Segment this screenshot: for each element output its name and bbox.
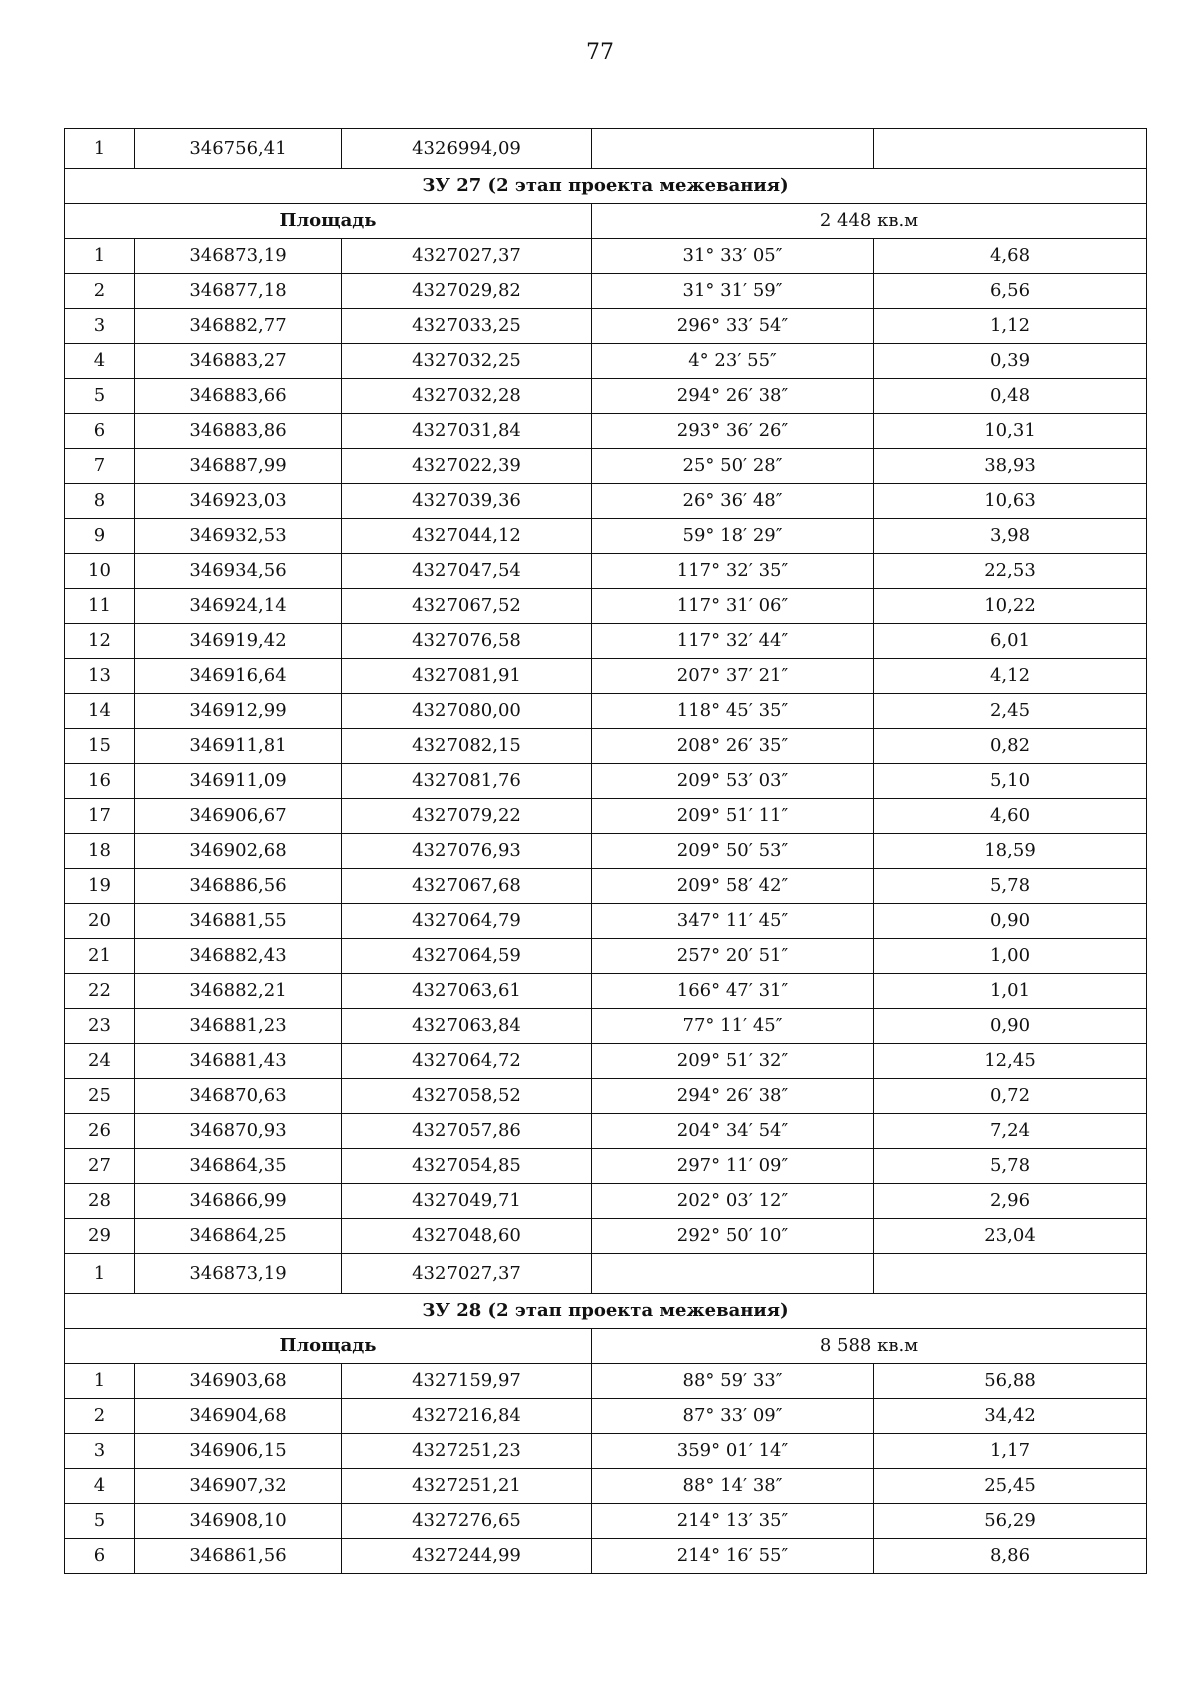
y-coordinate-cell: 4327067,52	[342, 589, 592, 624]
x-coordinate-cell: 346904,68	[135, 1399, 342, 1434]
segment-length-cell: 0,90	[874, 1009, 1147, 1044]
y-coordinate-cell: 4327064,72	[342, 1044, 592, 1079]
area-label: Площадь	[65, 204, 592, 239]
segment-length-cell: 2,45	[874, 694, 1147, 729]
point-number-cell: 10	[65, 554, 135, 589]
direction-angle-cell: 257° 20′ 51″	[592, 939, 874, 974]
x-coordinate-cell: 346883,27	[135, 344, 342, 379]
direction-angle-cell: 209° 50′ 53″	[592, 834, 874, 869]
direction-angle-cell: 25° 50′ 28″	[592, 449, 874, 484]
page-number: 77	[586, 40, 614, 65]
direction-angle-cell: 209° 51′ 32″	[592, 1044, 874, 1079]
segment-length-cell: 22,53	[874, 554, 1147, 589]
x-coordinate-cell: 346911,09	[135, 764, 342, 799]
direction-angle-cell: 117° 32′ 35″	[592, 554, 874, 589]
direction-angle-cell: 297° 11′ 09″	[592, 1149, 874, 1184]
x-coordinate-cell: 346924,14	[135, 589, 342, 624]
point-number-cell: 1	[65, 1254, 135, 1294]
table-row	[65, 1539, 1147, 1574]
table-row	[65, 1469, 1147, 1504]
x-coordinate-cell: 346882,43	[135, 939, 342, 974]
x-coordinate-cell: 346934,56	[135, 554, 342, 589]
table-row	[65, 939, 1147, 974]
direction-angle-cell: 77° 11′ 45″	[592, 1009, 874, 1044]
y-coordinate-cell: 4327063,84	[342, 1009, 592, 1044]
point-number-cell: 17	[65, 799, 135, 834]
segment-length-cell: 34,42	[874, 1399, 1147, 1434]
coordinates-table	[64, 128, 1147, 1574]
table-row	[65, 1184, 1147, 1219]
x-coordinate-cell: 346881,43	[135, 1044, 342, 1079]
y-coordinate-cell: 4327159,97	[342, 1364, 592, 1399]
point-number-cell: 13	[65, 659, 135, 694]
table-row	[65, 764, 1147, 799]
point-number-cell: 6	[65, 1539, 135, 1574]
y-coordinate-cell: 4327058,52	[342, 1079, 592, 1114]
direction-angle-cell: 117° 31′ 06″	[592, 589, 874, 624]
y-coordinate-cell: 4327057,86	[342, 1114, 592, 1149]
x-coordinate-cell: 346912,99	[135, 694, 342, 729]
table-row	[65, 1009, 1147, 1044]
y-coordinate-cell: 4327027,37	[342, 1254, 592, 1294]
direction-angle-cell: 296° 33′ 54″	[592, 309, 874, 344]
point-number-cell: 5	[65, 1504, 135, 1539]
segment-length-cell: 0,72	[874, 1079, 1147, 1114]
table-row	[65, 624, 1147, 659]
y-coordinate-cell: 4327032,28	[342, 379, 592, 414]
direction-angle-cell: 26° 36′ 48″	[592, 484, 874, 519]
table-row	[65, 834, 1147, 869]
table-row	[65, 729, 1147, 764]
direction-angle-cell	[592, 1254, 874, 1294]
segment-length-cell: 38,93	[874, 449, 1147, 484]
y-coordinate-cell: 4327027,37	[342, 239, 592, 274]
direction-angle-cell: 294° 26′ 38″	[592, 379, 874, 414]
x-coordinate-cell: 346911,81	[135, 729, 342, 764]
segment-length-cell: 3,98	[874, 519, 1147, 554]
direction-angle-cell: 292° 50′ 10″	[592, 1219, 874, 1254]
table-row	[65, 1079, 1147, 1114]
table-row	[65, 129, 1147, 169]
y-coordinate-cell: 4326994,09	[342, 129, 592, 169]
point-number-cell: 6	[65, 414, 135, 449]
direction-angle-cell: 214° 13′ 35″	[592, 1504, 874, 1539]
segment-length-cell	[874, 1254, 1147, 1294]
y-coordinate-cell: 4327033,25	[342, 309, 592, 344]
segment-length-cell: 0,39	[874, 344, 1147, 379]
segment-length-cell: 1,01	[874, 974, 1147, 1009]
point-number-cell: 21	[65, 939, 135, 974]
table-row	[65, 274, 1147, 309]
x-coordinate-cell: 346877,18	[135, 274, 342, 309]
table-row	[65, 1044, 1147, 1079]
point-number-cell: 7	[65, 449, 135, 484]
table-row	[65, 589, 1147, 624]
point-number-cell: 2	[65, 274, 135, 309]
segment-length-cell: 0,90	[874, 904, 1147, 939]
point-number-cell: 19	[65, 869, 135, 904]
x-coordinate-cell: 346903,68	[135, 1364, 342, 1399]
y-coordinate-cell: 4327082,15	[342, 729, 592, 764]
y-coordinate-cell: 4327067,68	[342, 869, 592, 904]
table-row	[65, 1399, 1147, 1434]
y-coordinate-cell: 4327251,21	[342, 1469, 592, 1504]
x-coordinate-cell: 346916,64	[135, 659, 342, 694]
direction-angle-cell: 294° 26′ 38″	[592, 1079, 874, 1114]
segment-length-cell: 1,12	[874, 309, 1147, 344]
y-coordinate-cell: 4327244,99	[342, 1539, 592, 1574]
area-value: 8 588 кв.м	[592, 1329, 1147, 1364]
x-coordinate-cell: 346873,19	[135, 1254, 342, 1294]
segment-length-cell: 0,82	[874, 729, 1147, 764]
coordinates-table-body	[65, 129, 1147, 1574]
segment-length-cell: 5,78	[874, 1149, 1147, 1184]
x-coordinate-cell: 346864,35	[135, 1149, 342, 1184]
table-row	[65, 904, 1147, 939]
direction-angle-cell: 88° 59′ 33″	[592, 1364, 874, 1399]
x-coordinate-cell: 346919,42	[135, 624, 342, 659]
point-number-cell: 1	[65, 129, 135, 169]
direction-angle-cell: 4° 23′ 55″	[592, 344, 874, 379]
segment-length-cell: 8,86	[874, 1539, 1147, 1574]
point-number-cell: 23	[65, 1009, 135, 1044]
x-coordinate-cell: 346864,25	[135, 1219, 342, 1254]
point-number-cell: 15	[65, 729, 135, 764]
point-number-cell: 14	[65, 694, 135, 729]
point-number-cell: 1	[65, 239, 135, 274]
point-number-cell: 18	[65, 834, 135, 869]
area-label: Площадь	[65, 1329, 592, 1364]
x-coordinate-cell: 346883,86	[135, 414, 342, 449]
point-number-cell: 20	[65, 904, 135, 939]
point-number-cell: 12	[65, 624, 135, 659]
table-row	[65, 1364, 1147, 1399]
point-number-cell: 28	[65, 1184, 135, 1219]
table-row	[65, 519, 1147, 554]
table-row	[65, 869, 1147, 904]
x-coordinate-cell: 346902,68	[135, 834, 342, 869]
direction-angle-cell: 208° 26′ 35″	[592, 729, 874, 764]
y-coordinate-cell: 4327063,61	[342, 974, 592, 1009]
point-number-cell: 2	[65, 1399, 135, 1434]
segment-length-cell: 4,12	[874, 659, 1147, 694]
direction-angle-cell: 31° 33′ 05″	[592, 239, 874, 274]
segment-length-cell: 4,60	[874, 799, 1147, 834]
direction-angle-cell: 207° 37′ 21″	[592, 659, 874, 694]
table-row	[65, 1504, 1147, 1539]
direction-angle-cell: 204° 34′ 54″	[592, 1114, 874, 1149]
y-coordinate-cell: 4327079,22	[342, 799, 592, 834]
segment-length-cell: 6,56	[874, 274, 1147, 309]
table-row	[65, 1114, 1147, 1149]
direction-angle-cell: 31° 31′ 59″	[592, 274, 874, 309]
table-row	[65, 554, 1147, 589]
segment-length-cell: 1,00	[874, 939, 1147, 974]
point-number-cell: 4	[65, 1469, 135, 1504]
segment-length-cell: 10,63	[874, 484, 1147, 519]
table-row	[65, 414, 1147, 449]
y-coordinate-cell: 4327022,39	[342, 449, 592, 484]
y-coordinate-cell: 4327044,12	[342, 519, 592, 554]
point-number-cell: 5	[65, 379, 135, 414]
y-coordinate-cell: 4327076,93	[342, 834, 592, 869]
direction-angle-cell: 359° 01′ 14″	[592, 1434, 874, 1469]
point-number-cell: 16	[65, 764, 135, 799]
x-coordinate-cell: 346870,93	[135, 1114, 342, 1149]
table-row	[65, 379, 1147, 414]
y-coordinate-cell: 4327029,82	[342, 274, 592, 309]
area-value: 2 448 кв.м	[592, 204, 1147, 239]
point-number-cell: 4	[65, 344, 135, 379]
segment-length-cell: 10,22	[874, 589, 1147, 624]
x-coordinate-cell: 346866,99	[135, 1184, 342, 1219]
table-row	[65, 1434, 1147, 1469]
table-row	[65, 974, 1147, 1009]
x-coordinate-cell: 346932,53	[135, 519, 342, 554]
y-coordinate-cell: 4327216,84	[342, 1399, 592, 1434]
segment-length-cell: 25,45	[874, 1469, 1147, 1504]
direction-angle-cell: 209° 51′ 11″	[592, 799, 874, 834]
direction-angle-cell: 209° 53′ 03″	[592, 764, 874, 799]
table-row	[65, 694, 1147, 729]
direction-angle-cell: 202° 03′ 12″	[592, 1184, 874, 1219]
table-row	[65, 239, 1147, 274]
y-coordinate-cell: 4327054,85	[342, 1149, 592, 1184]
point-number-cell: 27	[65, 1149, 135, 1184]
y-coordinate-cell: 4327048,60	[342, 1219, 592, 1254]
x-coordinate-cell: 346756,41	[135, 129, 342, 169]
segment-length-cell: 23,04	[874, 1219, 1147, 1254]
x-coordinate-cell: 346881,55	[135, 904, 342, 939]
x-coordinate-cell: 346873,19	[135, 239, 342, 274]
x-coordinate-cell: 346886,56	[135, 869, 342, 904]
direction-angle-cell: 59° 18′ 29″	[592, 519, 874, 554]
y-coordinate-cell: 4327081,91	[342, 659, 592, 694]
table-row	[65, 484, 1147, 519]
y-coordinate-cell: 4327081,76	[342, 764, 592, 799]
direction-angle-cell: 214° 16′ 55″	[592, 1539, 874, 1574]
table-row	[65, 1149, 1147, 1184]
segment-length-cell: 6,01	[874, 624, 1147, 659]
x-coordinate-cell: 346908,10	[135, 1504, 342, 1539]
section-area-row	[65, 204, 1147, 239]
x-coordinate-cell: 346907,32	[135, 1469, 342, 1504]
x-coordinate-cell: 346923,03	[135, 484, 342, 519]
y-coordinate-cell: 4327047,54	[342, 554, 592, 589]
table-row	[65, 1254, 1147, 1294]
table-row	[65, 309, 1147, 344]
direction-angle-cell: 293° 36′ 26″	[592, 414, 874, 449]
y-coordinate-cell: 4327064,79	[342, 904, 592, 939]
direction-angle-cell: 347° 11′ 45″	[592, 904, 874, 939]
point-number-cell: 3	[65, 1434, 135, 1469]
x-coordinate-cell: 346861,56	[135, 1539, 342, 1574]
direction-angle-cell: 118° 45′ 35″	[592, 694, 874, 729]
table-row	[65, 344, 1147, 379]
point-number-cell: 22	[65, 974, 135, 1009]
point-number-cell: 29	[65, 1219, 135, 1254]
point-number-cell: 9	[65, 519, 135, 554]
segment-length-cell: 10,31	[874, 414, 1147, 449]
x-coordinate-cell: 346882,77	[135, 309, 342, 344]
y-coordinate-cell: 4327064,59	[342, 939, 592, 974]
direction-angle-cell: 87° 33′ 09″	[592, 1399, 874, 1434]
direction-angle-cell: 166° 47′ 31″	[592, 974, 874, 1009]
direction-angle-cell: 117° 32′ 44″	[592, 624, 874, 659]
segment-length-cell: 56,88	[874, 1364, 1147, 1399]
x-coordinate-cell: 346870,63	[135, 1079, 342, 1114]
point-number-cell: 11	[65, 589, 135, 624]
segment-length-cell: 7,24	[874, 1114, 1147, 1149]
section-title: ЗУ 28 (2 этап проекта межевания)	[65, 1294, 1147, 1329]
x-coordinate-cell: 346881,23	[135, 1009, 342, 1044]
segment-length-cell: 56,29	[874, 1504, 1147, 1539]
section-title-row	[65, 1294, 1147, 1329]
segment-length-cell: 4,68	[874, 239, 1147, 274]
segment-length-cell: 2,96	[874, 1184, 1147, 1219]
table-row	[65, 1219, 1147, 1254]
section-title: ЗУ 27 (2 этап проекта межевания)	[65, 169, 1147, 204]
y-coordinate-cell: 4327251,23	[342, 1434, 592, 1469]
y-coordinate-cell: 4327080,00	[342, 694, 592, 729]
table-row	[65, 799, 1147, 834]
y-coordinate-cell: 4327031,84	[342, 414, 592, 449]
segment-length-cell: 5,78	[874, 869, 1147, 904]
segment-length-cell: 0,48	[874, 379, 1147, 414]
segment-length-cell: 12,45	[874, 1044, 1147, 1079]
direction-angle-cell: 88° 14′ 38″	[592, 1469, 874, 1504]
x-coordinate-cell: 346883,66	[135, 379, 342, 414]
table-row	[65, 659, 1147, 694]
y-coordinate-cell: 4327049,71	[342, 1184, 592, 1219]
section-title-row	[65, 169, 1147, 204]
x-coordinate-cell: 346906,67	[135, 799, 342, 834]
segment-length-cell: 18,59	[874, 834, 1147, 869]
point-number-cell: 1	[65, 1364, 135, 1399]
segment-length-cell	[874, 129, 1147, 169]
segment-length-cell: 5,10	[874, 764, 1147, 799]
x-coordinate-cell: 346887,99	[135, 449, 342, 484]
section-area-row	[65, 1329, 1147, 1364]
y-coordinate-cell: 4327039,36	[342, 484, 592, 519]
point-number-cell: 8	[65, 484, 135, 519]
point-number-cell: 26	[65, 1114, 135, 1149]
direction-angle-cell: 209° 58′ 42″	[592, 869, 874, 904]
y-coordinate-cell: 4327076,58	[342, 624, 592, 659]
y-coordinate-cell: 4327276,65	[342, 1504, 592, 1539]
point-number-cell: 25	[65, 1079, 135, 1114]
point-number-cell: 24	[65, 1044, 135, 1079]
direction-angle-cell	[592, 129, 874, 169]
segment-length-cell: 1,17	[874, 1434, 1147, 1469]
table-row	[65, 449, 1147, 484]
x-coordinate-cell: 346906,15	[135, 1434, 342, 1469]
y-coordinate-cell: 4327032,25	[342, 344, 592, 379]
point-number-cell: 3	[65, 309, 135, 344]
x-coordinate-cell: 346882,21	[135, 974, 342, 1009]
